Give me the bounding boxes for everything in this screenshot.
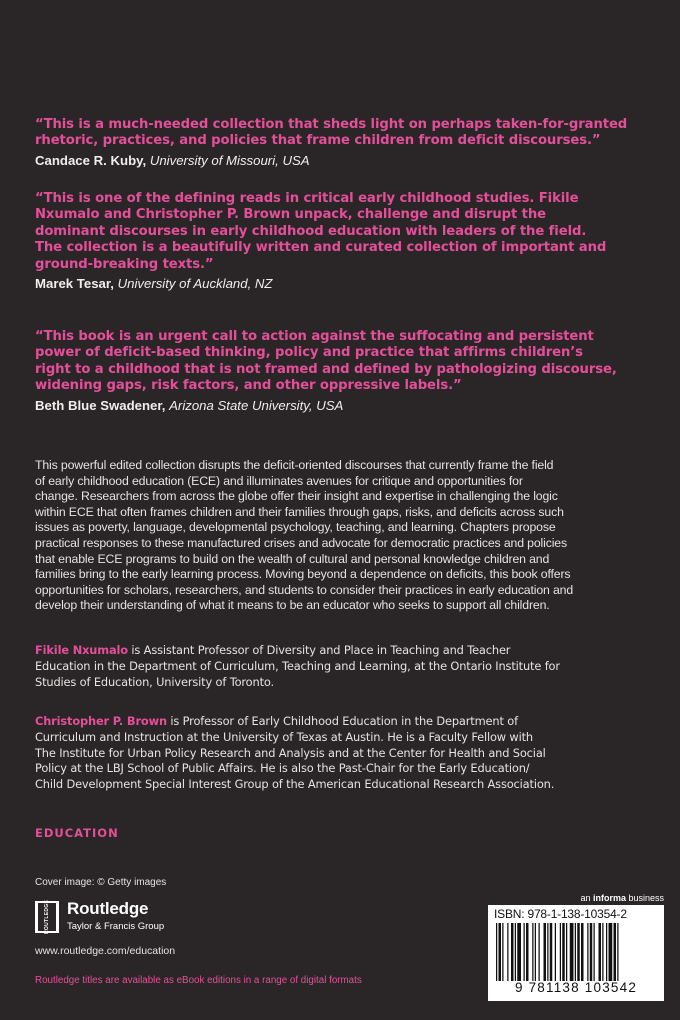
quote-line: widening gaps, risk factors, and other oppressive labels.”: [35, 378, 462, 394]
description-line: opportunities for scholars, researchers, and students to consider their practices in early education and: [35, 582, 574, 597]
endorsement-3: [35, 329, 617, 414]
publisher-url: www.routledge.com/education: [35, 945, 176, 957]
description-line: develop their understanding of what it means to be an educator who seeks to support all children.: [35, 598, 550, 613]
publisher-logo: [35, 901, 235, 941]
barcode-icon: [496, 923, 658, 981]
quote-line: ground-breaking texts.”: [35, 256, 214, 272]
endorsement-attribution: [35, 397, 617, 414]
endorser-name: Candace R. Kuby,: [35, 152, 147, 168]
informa-word: informa: [592, 893, 626, 903]
quote-line: Nxumalo and Christopher P. Brown unpack, challenge and disrupt the: [35, 207, 547, 223]
description-line: of early childhood education (ECE) and illuminates avenues for critique and opportunities for: [35, 473, 523, 488]
description-line: change. Researchers from across the globe offer their insight and expertise in challenging the logic: [35, 489, 558, 504]
cover-credit: Cover image: © Getty images: [35, 877, 167, 888]
quote-line: “This book is an urgent call to action against the suffocating and persistent: [35, 329, 594, 344]
endorser-affiliation: University of Auckland, NZ: [117, 276, 273, 292]
subject-category: EDUCATION: [35, 826, 119, 840]
endorsement-1: [35, 117, 627, 169]
endorser-affiliation: Arizona State University, USA: [169, 397, 344, 413]
endorsement-quote: [35, 117, 627, 150]
quote-line: “This is one of the defining reads in critical early childhood studies. Fikile: [35, 191, 579, 206]
quote-line: rhetoric, practices, and policies that frame children from deficit discourses.”: [35, 133, 601, 149]
description-line: This powerful edited collection disrupts the deficit-oriented discourses that currently frame the field: [35, 458, 554, 472]
endorser-affiliation: University of Missouri, USA: [149, 152, 310, 168]
bio-line: is Assistant Professor of Diversity and Place in Teaching and Teacher: [127, 643, 511, 657]
bio-line: The Institute for Urban Policy Research and Analysis and at the Center for Health and Social: [35, 745, 546, 760]
endorser-name: Beth Blue Swadener,: [35, 397, 166, 413]
quote-line: The collection is a beautifully written and curated collection of important and: [35, 240, 607, 256]
routledge-mark-icon: [35, 901, 59, 933]
editor-bio-1: [35, 643, 647, 690]
bio-line: Studies of Education, University of Toronto.: [35, 674, 274, 689]
quote-line: right to a childhood that is not framed and defined by pathologizing discourse,: [35, 361, 617, 377]
quote-line: power of deficit-based thinking, policy and practice that affirms children’s: [35, 345, 583, 361]
quote-line: dominant discourses in early childhood education with leaders of the field.: [35, 223, 587, 239]
barcode-panel: [488, 905, 664, 1001]
ebook-note: Routledge titles are available as eBook editions in a range of digital formats: [35, 975, 362, 986]
book-description: [35, 458, 647, 614]
informa-tagline: [580, 893, 664, 903]
description-line: issues as poverty, language, developmental psychology, teaching, and learning. Chapters propose: [35, 520, 556, 535]
informa-prefix: an: [580, 893, 593, 903]
informa-suffix: business: [625, 893, 664, 903]
description-line: that enable ECE programs to build on the wealth of cultural and personal knowledge children and: [35, 551, 550, 566]
endorsement-attribution: [35, 152, 627, 169]
isbn-label: ISBN: 978-1-138-10354-2: [494, 907, 627, 921]
publisher-name: Routledge: [67, 899, 149, 918]
description-line: families bring to the early learning process. Moving beyond a dependence on deficits, this book offers: [35, 567, 571, 582]
bio-line: Policy at the LBJ School of Public Affairs. He is also the Past-Chair for the Early Education/: [35, 761, 530, 776]
barcode-digits: 9 781138 103542: [514, 980, 638, 995]
publisher-group: Taylor & Francis Group: [67, 921, 165, 932]
endorsement-2: [35, 191, 606, 292]
endorsement-quote: [35, 191, 606, 273]
endorser-name: Marek Tesar,: [35, 276, 114, 292]
bio-line: Child Development Special Interest Group of the American Educational Research Association.: [35, 777, 555, 792]
description-line: practical responses to these manufactured crises and advocate for democratic practices and policies: [35, 535, 567, 550]
bio-line: Curriculum and Instruction at the University of Texas at Austin. He is a Faculty Fellow with: [35, 729, 534, 744]
barcode-area: [488, 893, 664, 1001]
logo-mark-text: ROUTLEDGE: [38, 903, 56, 931]
description-line: within ECE that often frames children and their families through gaps, risks, and deficits across such: [35, 504, 564, 519]
editor-bio-2: [35, 714, 647, 793]
endorsement-attribution: [35, 275, 606, 292]
endorsement-quote: [35, 329, 617, 395]
editor-name: Christopher P. Brown: [35, 714, 167, 728]
bio-line: is Professor of Early Childhood Education in the Department of: [166, 714, 518, 728]
bio-line: Education in the Department of Curriculum, Teaching and Learning, at the Ontario Institute for: [35, 658, 560, 673]
editor-name: Fikile Nxumalo: [35, 643, 128, 657]
quote-line: “This is a much-needed collection that sheds light on perhaps taken-for-granted: [35, 117, 628, 132]
